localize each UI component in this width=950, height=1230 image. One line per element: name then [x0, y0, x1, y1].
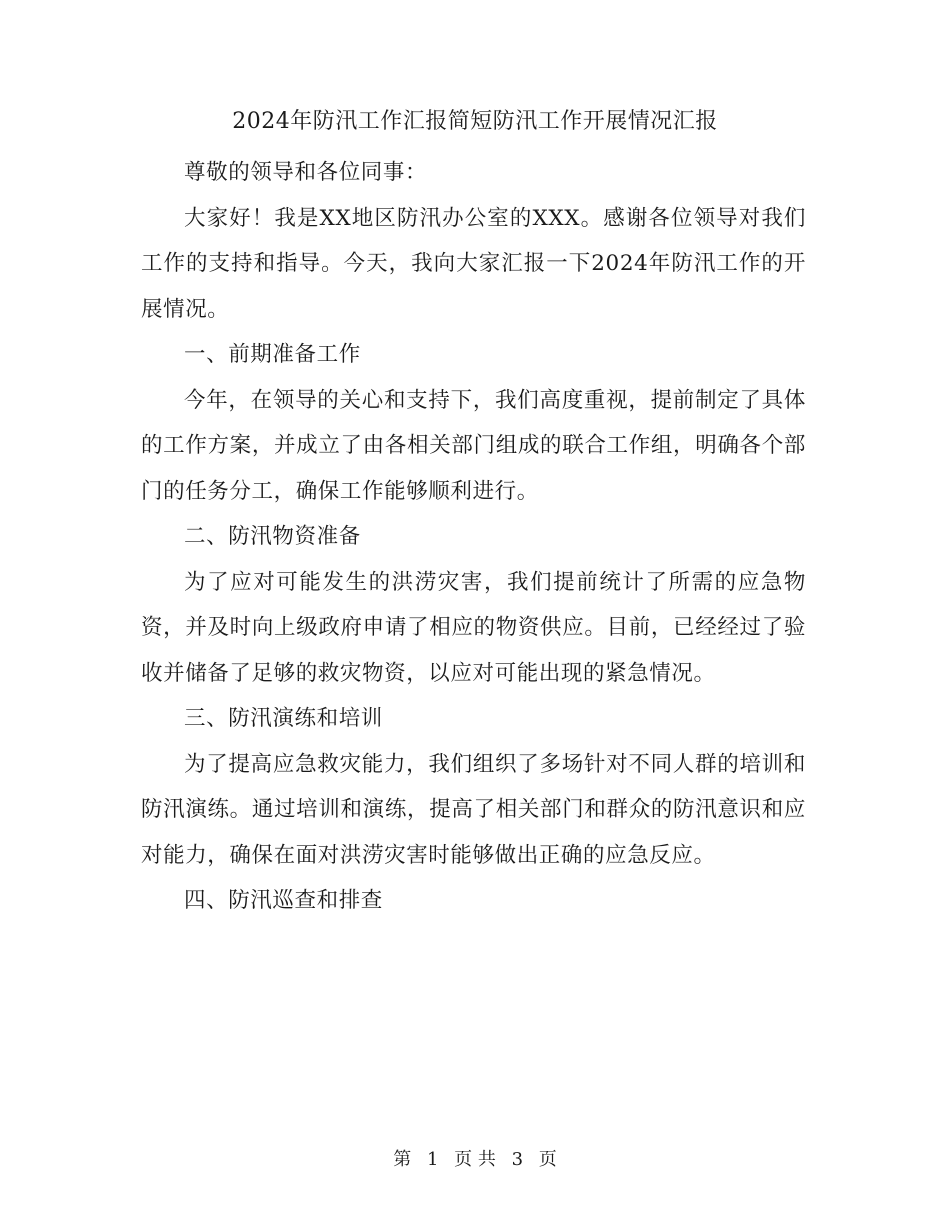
paragraph-section-2: 为了应对可能发生的洪涝灾害，我们提前统计了所需的应急物资，并及时向上级政府申请了相应的物资供应。目前，已经经过了验收并储备了足够的救灾物资，以应对可能出现的紧急情况。: [141, 569, 806, 686]
document-title: 2024年防汛工作汇报简短防汛工作开展情况汇报: [232, 109, 718, 134]
paragraph-section-1: 今年，在领导的关心和支持下，我们高度重视，提前制定了具体的工作方案，并成立了由各相关部门组成的联合工作组，明确各个部门的任务分工，确保工作能够顺利进行。: [141, 387, 806, 504]
section-heading-1: 一、前期准备工作: [184, 342, 361, 367]
footer-total-pages: 3: [511, 1149, 524, 1170]
footer-suffix: 页: [538, 1149, 557, 1170]
footer-prefix: 第: [393, 1149, 412, 1170]
paragraph-section-3: 为了提高应急救灾能力，我们组织了多场针对不同人群的培训和防汛演练。通过培训和演练，提高了相关部门和群众的防汛意识和应对能力，确保在面对洪涝灾害时能够做出正确的应急反应。: [141, 751, 806, 868]
document-body: [141, 150, 806, 924]
section-heading-2: 二、防汛物资准备: [184, 524, 361, 549]
footer-current-page: 1: [426, 1149, 439, 1170]
section-heading-4: 四、防汛巡查和排查: [184, 888, 383, 913]
salutation: 尊敬的领导和各位同事：: [184, 160, 428, 185]
paragraph-intro: 大家好！我是XX地区防汛办公室的XXX。感谢各位领导对我们工作的支持和指导。今天，我向大家汇报一下2024年防汛工作的开展情况。: [141, 205, 806, 322]
footer-middle: 页 共: [454, 1149, 496, 1170]
page-footer: [0, 1146, 950, 1174]
section-heading-3: 三、防汛演练和培训: [184, 706, 383, 731]
